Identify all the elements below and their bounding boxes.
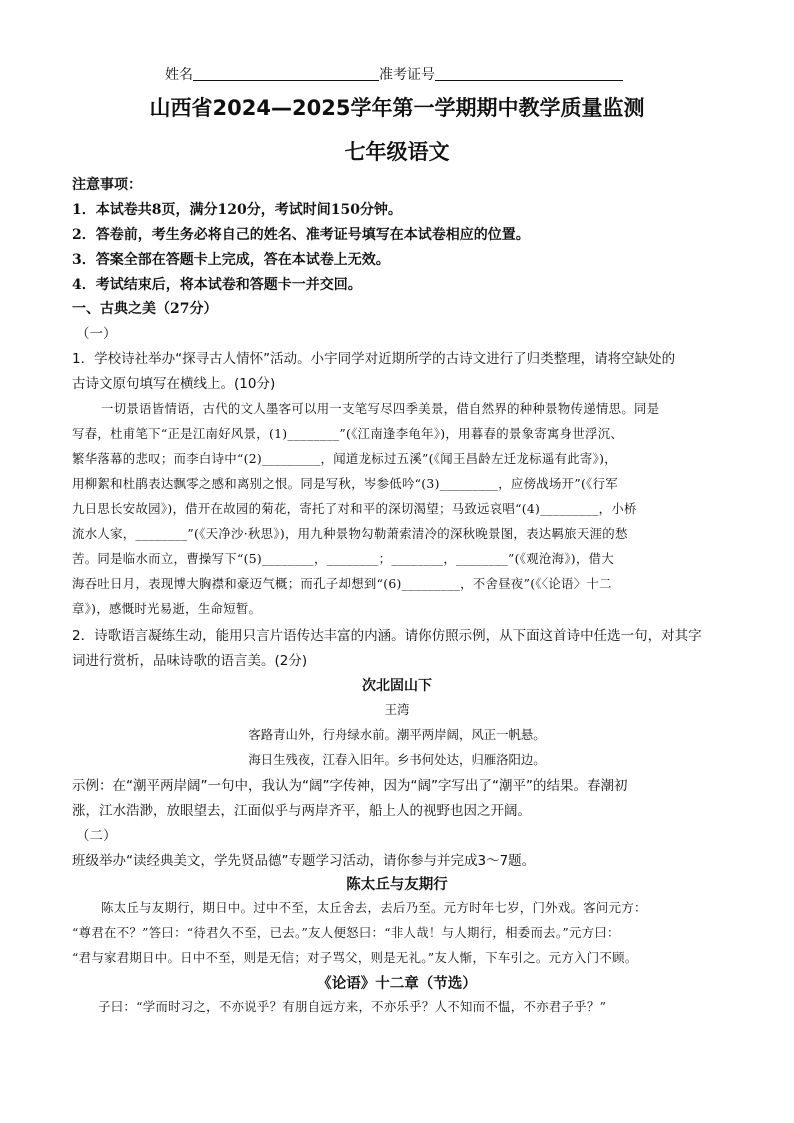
text2-title: 《论语》十二章（节选） [317,975,477,992]
text2-line: 子曰：“学而时习之，不亦说乎？有朋自远方来，不亦乐乎？人不知而不愠，不亦君子乎？” [98,999,607,1014]
section-heading: 一、古典之美（27分） [72,301,218,317]
passage-line: 流水人家，________”(《天净沙·秋思》)，用九种景物勾勒萧索清冷的深秋晚景图，表达羁旅天涯的愁 [72,526,628,541]
activity-intro: 班级举办“读经典美文，学先贤品德”专题学习活动，请你参与并完成3～7题。 [72,853,536,869]
passage-line: 用柳絮和杜鹃表达飘零之感和离别之恨。同是写秋，岑参低吟“(3)_________，应傍战场开”(《行军 [72,476,618,491]
question-1-line: 1．学校诗社举办“探寻古人情怀”活动。小宇同学对近期所学的古诗文进行了归类整理，请将空缺处的 [72,351,676,367]
passage-line: 章》)，感慨时光易逝，生命短暂。 [72,601,262,616]
example-line: 示例：在“潮平两岸阔”一句中，我认为“阔”字传神，因为“阔”字写出了“潮平”的结果。春潮初 [72,778,628,794]
id-blank [435,66,623,81]
passage-line: 写春，杜甫笔下“正是江南好风景，(1)________”(《江南逢李龟年》)，用暮春的景象寄寓身世浮沉、 [72,426,624,441]
poem-title: 次北固山下 [362,678,432,694]
question-1-line: 古诗文原句填写在横线上。(10分) [72,376,276,392]
question-2-line: 2．诗歌语言凝练生动，能用只言片语传达丰富的内涵。请你仿照示例，从下面这首诗中任选一句，对其字 [72,628,702,644]
poem-author: 王湾 [384,702,410,717]
text1-line: 陈太丘与友期行，期日中。过中不至，太丘舍去，去后乃至。元方时年七岁，门外戏。客问元方： [101,900,647,915]
exam-subject: 七年级语文 [344,140,450,164]
passage-line: 苦。同是临水而立，曹操写下“(5)________，________；________，________”(《观沧海》)，借大 [72,551,615,566]
text1-line: “君与家君期日中。日中不至，则是无信；对子骂父，则是无礼。”友人惭，下车引之。元方入门不顾。 [72,950,638,965]
note-item: 4．考试结束后，将本试卷和答题卡一并交回。 [72,277,362,293]
note-item: 3．答案全部在答题卡上完成，答在本试卷上无效。 [72,252,390,268]
part-label: （二） [76,828,117,844]
poem-line: 客路青山外，行舟绿水前。潮平两岸阔，风正一帆悬。 [248,727,546,742]
note-item: 2．答卷前，考生务必将自己的姓名、准考证号填写在本试卷相应的位置。 [72,227,530,243]
example-line: 涨，江水浩渺，放眼望去，江面似乎与两岸齐平，船上人的视野也因之开阔。 [72,803,531,819]
note-item: 1．本试卷共8页，满分120分，考试时间150分钟。 [72,202,402,218]
part-label: （一） [76,326,117,342]
candidate-info-line [165,64,623,84]
passage-line: 繁华落幕的悲叹；而李白诗中“(2)_________，闻道龙标过五溪”(《闻王昌龄左迁龙标遥有此寄》)， [72,451,617,466]
passage-line: 一切景语皆情语，古代的文人墨客可以用一支笔写尽四季美景，借自然界的种种景物传递情思。同是 [101,401,660,416]
passage-line: 海吞吐日月，表现博大胸襟和豪迈气概；而孔子却想到“(6)_________，不舍昼夜”(《〈论语〉十二 [72,576,612,591]
text1-title: 陈太丘与友期行 [346,876,448,893]
name-label: 姓名 [165,67,193,83]
poem-line: 海日生残夜，江春入旧年。乡书何处达，归雁洛阳边。 [248,752,546,767]
question-2-line: 词进行赏析，品味诗歌的语言美。(2分) [72,653,308,669]
exam-title: 山西省2024—2025学年第一学期期中教学质量监测 [149,96,645,120]
id-label: 准考证号 [379,67,435,83]
notes-heading: 注意事项： [72,177,142,193]
text1-line: “尊君在不？”答曰：“待君久不至，已去。”友人便怒曰：“非人哉！与人期行，相委而去。”元方曰： [72,925,620,940]
name-blank [193,66,379,81]
passage-line: 九日思长安故园》)，借开在故园的菊花，寄托了对和平的深切渴望；马致远哀唱“(4)_________，小桥 [72,501,637,516]
